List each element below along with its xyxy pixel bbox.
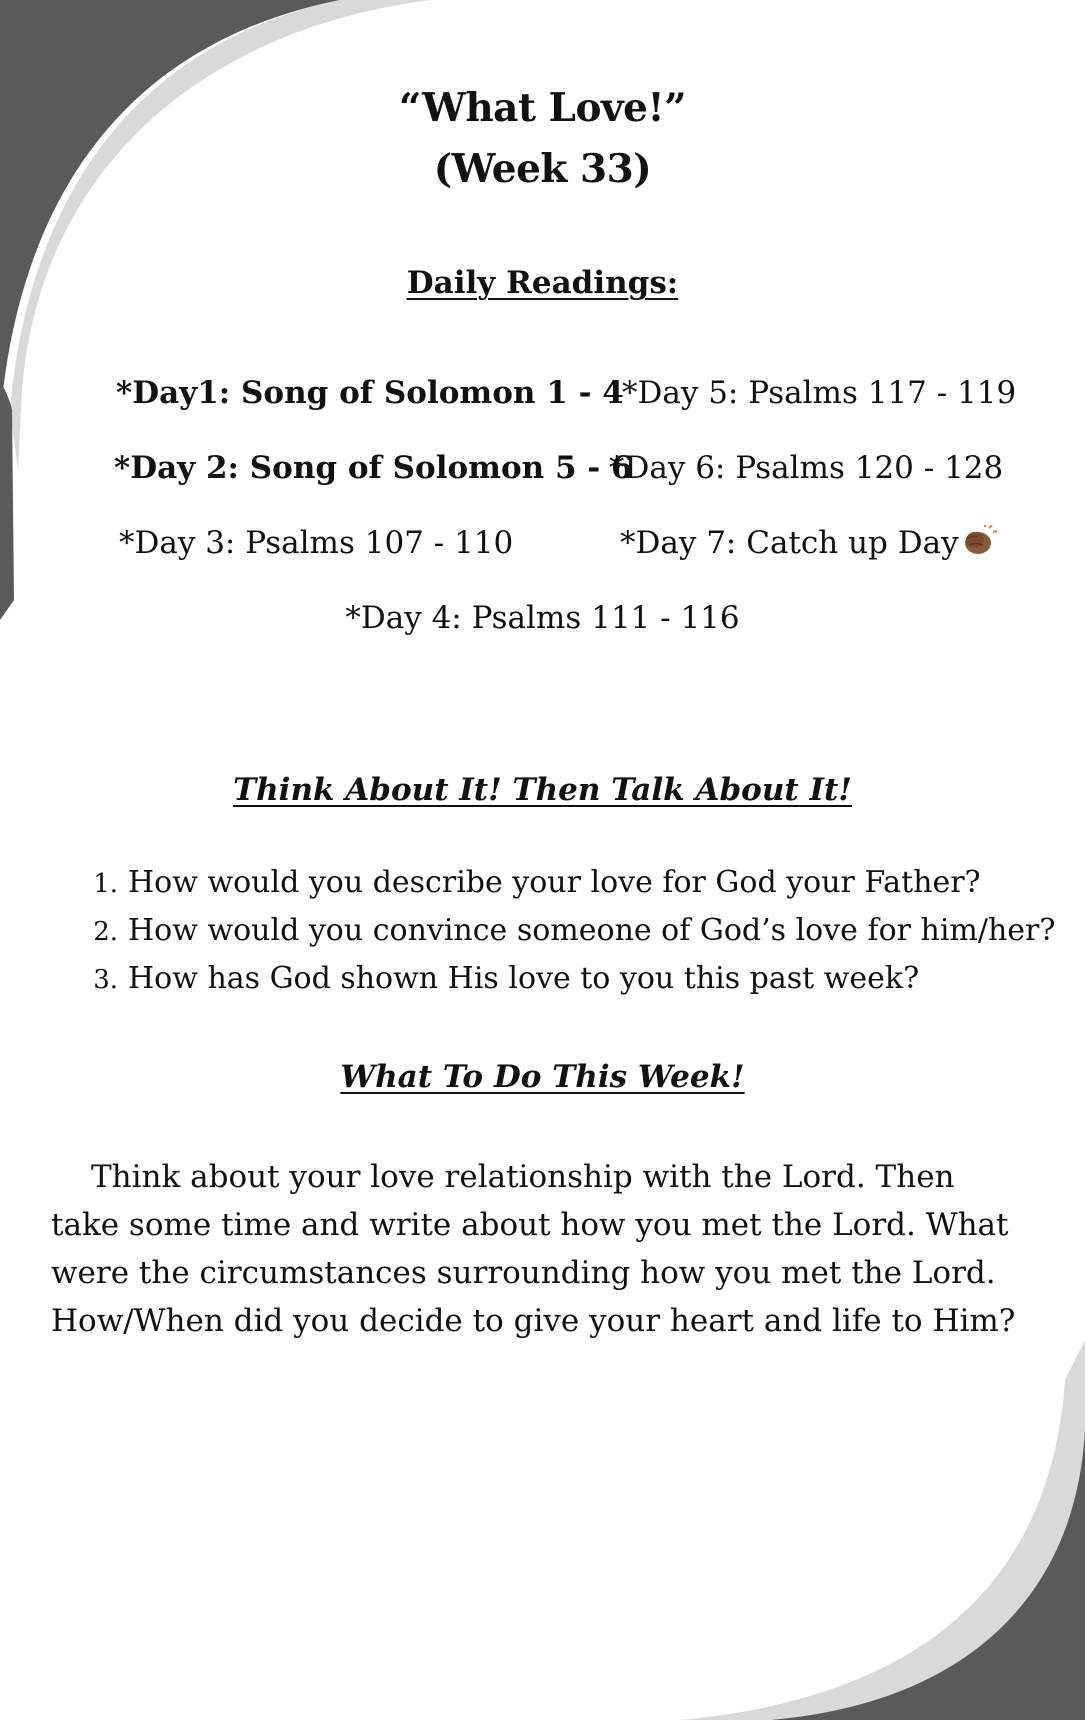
reading-day-7-label: *Day 7: Catch up Day [620, 525, 959, 561]
discussion-questions-list [76, 865, 1056, 1009]
list-item [76, 913, 1056, 961]
what-to-do-heading: What To Do This Week! [340, 1059, 745, 1095]
question-text: How would you convince someone of God’s love for him/her? [128, 913, 1056, 948]
question-number: 1. [93, 869, 118, 899]
daily-readings-heading: Daily Readings: [406, 265, 679, 301]
reading-day-3: *Day 3: Psalms 107 - 110 [119, 525, 514, 561]
question-text: How has God shown His love to you this past week? [128, 961, 920, 996]
question-number: 3. [93, 965, 118, 995]
question-number: 2. [93, 917, 118, 947]
reading-day-4: *Day 4: Psalms 111 - 116 [345, 600, 740, 636]
question-text: How would you describe your love for God your Father? [128, 865, 981, 900]
reading-day-2: *Day 2: Song of Solomon 5 - 6 [114, 450, 633, 486]
page-subtitle-week: (Week 33) [433, 146, 652, 192]
reading-day-5: *Day 5: Psalms 117 - 119 [622, 375, 1017, 411]
reading-day-6: *Day 6: Psalms 120 - 128 [609, 450, 1004, 486]
reading-day-7 [620, 525, 997, 561]
list-item [76, 865, 1036, 913]
page-title: “What Love!” [399, 85, 686, 131]
think-about-it-heading: Think About It! Then Talk About It! [233, 772, 852, 808]
weekly-action-paragraph: Think about your love relationship with the Lord. Then take some time and write about how you met the Lord. What were the circumstances surrounding how you met the Lord. How/When did you decide to give your heart and life to Him? [51, 1159, 1016, 1339]
reading-day-1: *Day1: Song of Solomon 1 - 4 [116, 375, 624, 411]
list-item [76, 961, 1036, 1009]
clapping-hands-icon [961, 525, 997, 557]
